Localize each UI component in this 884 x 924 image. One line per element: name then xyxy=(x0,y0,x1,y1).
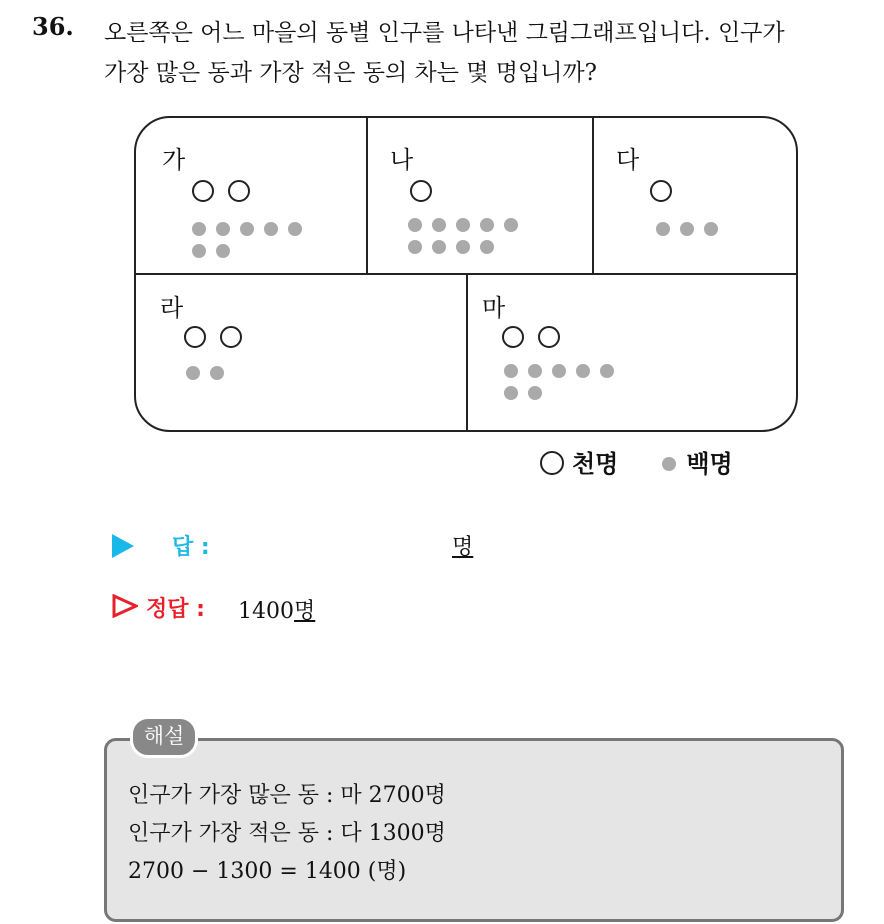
dong-label: 나 xyxy=(390,146,414,174)
picture-graph xyxy=(134,116,798,432)
dong-label: 마 xyxy=(482,294,506,322)
hundred-dot-icon xyxy=(504,386,518,400)
thousand-circle-icon xyxy=(650,180,672,202)
hundred-dot-icon xyxy=(264,222,278,236)
thousand-circle-icon xyxy=(538,326,560,348)
correct-number: 1400 xyxy=(238,599,294,624)
hundred-dot-icon xyxy=(456,218,470,232)
hundred-dot-icon xyxy=(704,222,718,236)
hundred-dot-icon xyxy=(192,222,206,236)
hundred-dot-icon xyxy=(480,240,494,254)
hundred-dot-icon xyxy=(504,364,518,378)
thousand-circle-icon xyxy=(228,180,250,202)
explanation-line: 인구가 가장 많은 동 : 마 2700명 xyxy=(128,783,446,808)
hundred-dot-icon xyxy=(680,222,694,236)
question-text-line1: 오른쪽은 어느 마을의 동별 인구를 나타낸 그림그래프입니다. 인구가 xyxy=(104,20,785,46)
thousand-circle-icon xyxy=(410,180,432,202)
dong-label: 다 xyxy=(616,146,640,174)
correct-label: 정답 : xyxy=(146,597,205,622)
thousand-circle-icon xyxy=(184,326,206,348)
hundred-dot-icon xyxy=(288,222,302,236)
thousand-circle-icon xyxy=(220,326,242,348)
hundred-dot-icon xyxy=(408,218,422,232)
hundred-dot-icon xyxy=(576,364,590,378)
hundred-dot-icon xyxy=(600,364,614,378)
hundred-dot-icon xyxy=(480,218,494,232)
dong-label: 라 xyxy=(160,294,184,322)
explanation-line: 2700 − 1300 = 1400 (명) xyxy=(128,859,407,884)
question-number: 36. xyxy=(32,12,74,41)
hundred-dot-icon xyxy=(528,386,542,400)
hundred-dot-icon xyxy=(504,218,518,232)
hundred-dot-icon xyxy=(216,222,230,236)
hundred-dot-icon xyxy=(192,244,206,258)
legend-small-label: 백명 xyxy=(686,449,733,478)
grid-divider xyxy=(466,274,468,432)
hundred-dot-icon xyxy=(528,364,542,378)
hundred-dot-icon xyxy=(210,366,224,380)
hundred-dot-icon xyxy=(408,240,422,254)
answer-unit: 명 xyxy=(452,535,474,560)
grid-divider xyxy=(366,118,368,274)
explanation-tag: 해설 xyxy=(130,716,198,758)
question-text-line2: 가장 많은 동과 가장 적은 동의 차는 몇 명입니까? xyxy=(104,60,597,86)
dong-label: 가 xyxy=(162,146,186,174)
grid-divider xyxy=(592,118,594,274)
legend-big-label: 천명 xyxy=(572,449,619,478)
hundred-dot-icon xyxy=(432,218,446,232)
hundred-dot-icon xyxy=(186,366,200,380)
play-triangle-icon xyxy=(112,534,134,558)
hundred-dot-icon xyxy=(240,222,254,236)
hundred-dot-icon xyxy=(456,240,470,254)
correct-unit: 명 xyxy=(294,599,316,624)
big-circle-icon xyxy=(540,451,564,475)
explanation-line: 인구가 가장 적은 동 : 다 1300명 xyxy=(128,821,446,846)
thousand-circle-icon xyxy=(192,180,214,202)
hundred-dot-icon xyxy=(216,244,230,258)
legend xyxy=(540,444,733,479)
hundred-dot-icon xyxy=(552,364,566,378)
outline-triangle-icon xyxy=(112,594,138,618)
hundred-dot-icon xyxy=(656,222,670,236)
hundred-dot-icon xyxy=(432,240,446,254)
small-dot-icon xyxy=(662,457,676,471)
answer-label: 답 : xyxy=(172,535,210,560)
thousand-circle-icon xyxy=(502,326,524,348)
correct-value xyxy=(238,594,315,625)
